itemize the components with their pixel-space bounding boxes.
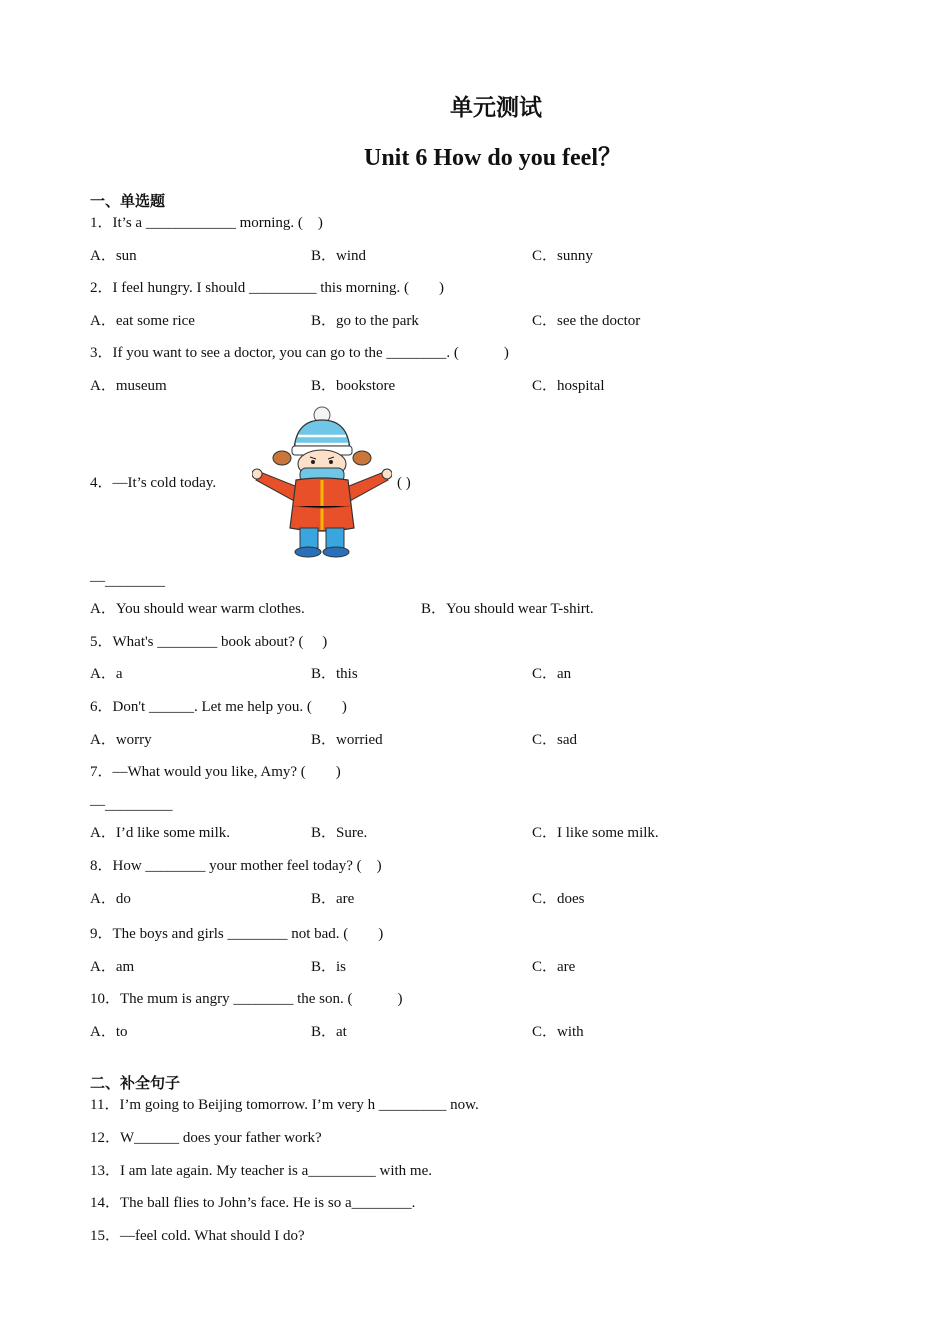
q7-option-c[interactable]: C．I like some milk. bbox=[532, 825, 659, 841]
q1-option-a[interactable]: A．sun bbox=[90, 248, 137, 264]
page-title-cn: 单元测试 bbox=[450, 95, 542, 121]
q2-option-c[interactable]: C．see the doctor bbox=[532, 313, 641, 329]
shoe-right bbox=[323, 547, 349, 557]
q8-option-c[interactable]: C．does bbox=[532, 891, 585, 907]
q10-option-a[interactable]: A．to bbox=[90, 1024, 128, 1040]
q8-option-a[interactable]: A．do bbox=[90, 891, 131, 907]
question-3: 3．If you want to see a doctor, you can go to the ________. ( ) bbox=[90, 345, 509, 361]
question-14: 14．The ball flies to John’s face. He is so a________. bbox=[90, 1195, 416, 1211]
pants-right bbox=[326, 528, 344, 548]
q9-option-a[interactable]: A．am bbox=[90, 959, 135, 975]
q8-option-b[interactable]: B．are bbox=[311, 891, 355, 907]
q6-option-b[interactable]: B．worried bbox=[311, 732, 383, 748]
q10-option-b[interactable]: B．at bbox=[311, 1024, 347, 1040]
question-12: 12．W______ does your father work? bbox=[90, 1130, 322, 1146]
question-11: 11．I’m going to Beijing tomorrow. I’m very h _________ now. bbox=[90, 1097, 479, 1113]
q4-option-a[interactable]: A．You should wear warm clothes. bbox=[90, 601, 305, 617]
page-title-en: Unit 6 How do you feel？ bbox=[364, 145, 622, 171]
section-heading-1: 一、单选题 bbox=[90, 192, 166, 210]
q5-option-b[interactable]: B．this bbox=[311, 666, 358, 682]
q4-option-b[interactable]: B．You should wear T-shirt. bbox=[421, 601, 594, 617]
q1-option-c[interactable]: C．sunny bbox=[532, 248, 593, 264]
question-1: 1．It’s a ____________ morning. ( ) bbox=[90, 215, 323, 231]
q9-option-b[interactable]: B．is bbox=[311, 959, 347, 975]
q9-option-c[interactable]: C．are bbox=[532, 959, 576, 975]
q3-option-a[interactable]: A．museum bbox=[90, 378, 167, 394]
q7-option-b[interactable]: B．Sure. bbox=[311, 825, 368, 841]
question-4: 4．—It’s cold today. bbox=[90, 475, 217, 491]
q5-option-a[interactable]: A．a bbox=[90, 666, 123, 682]
q7-answer-line[interactable]: —_________ bbox=[90, 797, 173, 813]
section-heading-2: 二、补全句子 bbox=[90, 1074, 181, 1092]
q4-answer-line[interactable]: —________ bbox=[90, 573, 165, 589]
question-7: 7．—What would you like, Amy? ( ) bbox=[90, 764, 341, 780]
cold-girl-illustration bbox=[252, 406, 392, 558]
q3-option-b[interactable]: B．bookstore bbox=[311, 378, 396, 394]
question-15: 15．—feel cold. What should I do? bbox=[90, 1228, 305, 1244]
question-13: 13．I am late again. My teacher is a_________ with me. bbox=[90, 1163, 432, 1179]
q5-option-c[interactable]: C．an bbox=[532, 666, 572, 682]
question-8: 8．How ________ your mother feel today? ( ) bbox=[90, 858, 382, 874]
q10-option-c[interactable]: C．with bbox=[532, 1024, 584, 1040]
question-5: 5．What's ________ book about? ( ) bbox=[90, 634, 328, 650]
question-6: 6．Don't ______. Let me help you. ( ) bbox=[90, 699, 347, 715]
shoe-left bbox=[295, 547, 321, 557]
q2-option-b[interactable]: B．go to the park bbox=[311, 313, 419, 329]
q3-option-c[interactable]: C．hospital bbox=[532, 378, 605, 394]
q1-option-b[interactable]: B．wind bbox=[311, 248, 367, 264]
pigtail-left bbox=[273, 451, 291, 465]
pants-left bbox=[300, 528, 318, 548]
q2-option-a[interactable]: A．eat some rice bbox=[90, 313, 195, 329]
q4-paren: ( ) bbox=[397, 475, 411, 491]
q6-option-c[interactable]: C．sad bbox=[532, 732, 578, 748]
question-2: 2．I feel hungry. I should _________ this morning. ( ) bbox=[90, 280, 444, 296]
question-9: 9．The boys and girls ________ not bad. ( ) bbox=[90, 926, 384, 942]
q7-option-a[interactable]: A．I’d like some milk. bbox=[90, 825, 230, 841]
question-10: 10．The mum is angry ________ the son. ( ) bbox=[90, 991, 403, 1007]
q6-option-a[interactable]: A．worry bbox=[90, 732, 152, 748]
pigtail-right bbox=[353, 451, 371, 465]
